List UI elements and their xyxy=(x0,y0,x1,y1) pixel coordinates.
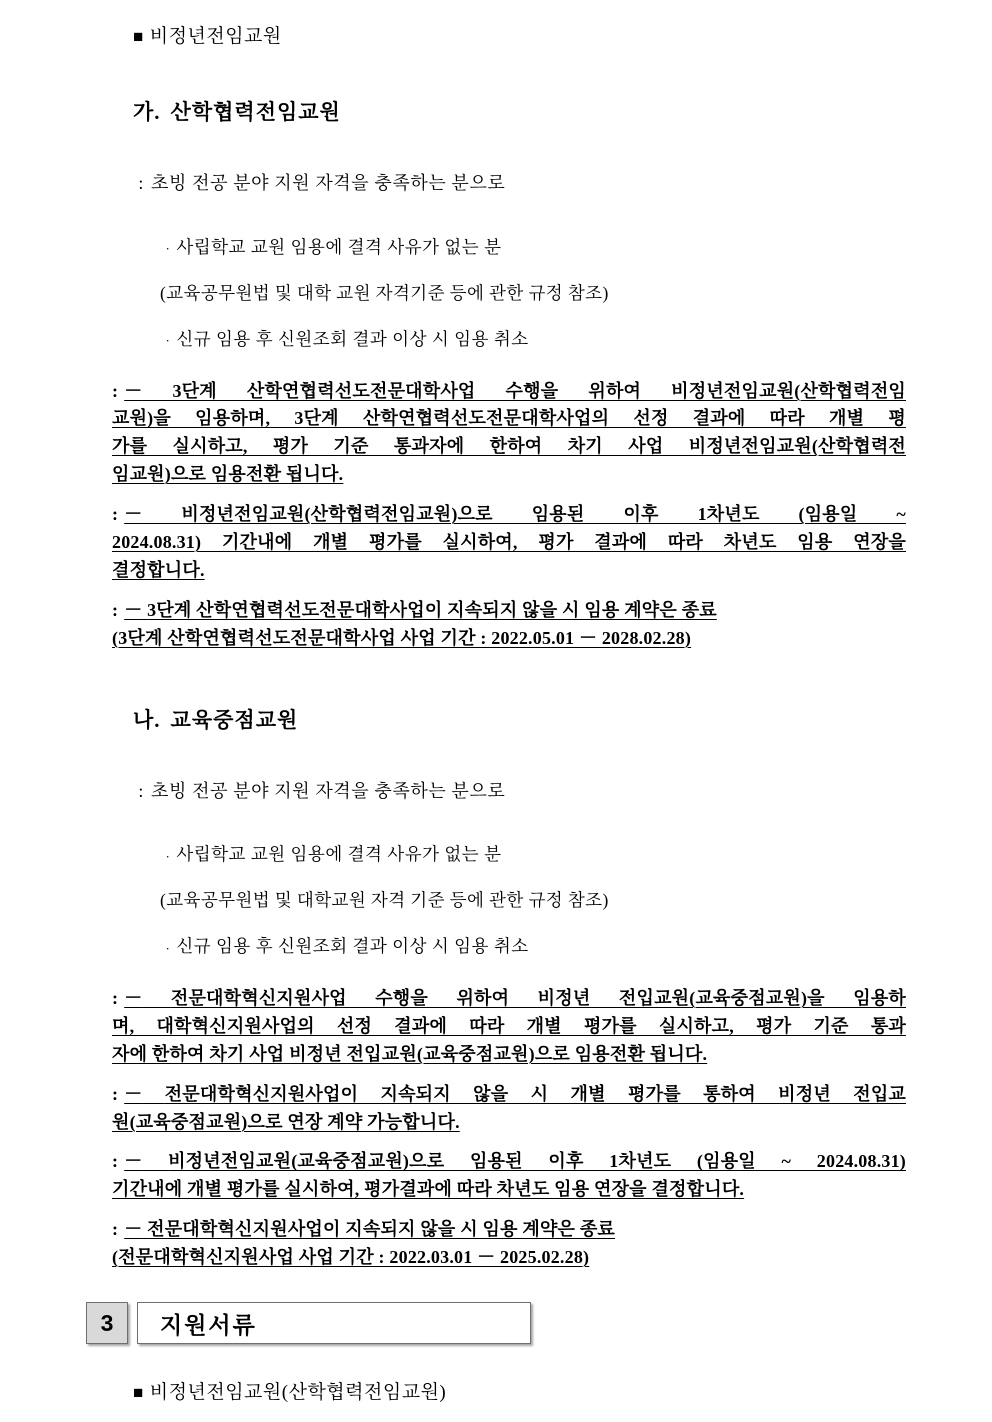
partB-paren-line-1: (교육공무원법 및 대학교원 자격 기준 등에 관한 규정 참조) xyxy=(160,890,609,911)
section-heading-1-text: 비정년전임교원 xyxy=(149,26,282,47)
partB-paragraph-3 xyxy=(0,1148,992,1204)
partB-para3-line-0: 비정년전임교원(교육중점교원)으로 임용된 이후 1차년도 (임용일 ~ 2024.08.31) xyxy=(168,1151,906,1172)
subsection-heading-b xyxy=(0,689,992,752)
partA-para1-dash: － xyxy=(124,380,143,401)
chapter-bar xyxy=(0,1302,992,1344)
partA-para1-marker: : xyxy=(112,380,119,401)
partB-colon-line-text: 초빙 전공 분야 지원 자격을 충족하는 분으로 xyxy=(151,780,506,801)
partA-para1-line-3: 임교원)으로 임용전환 됩니다. xyxy=(112,464,344,485)
partB-para2-dash: － xyxy=(124,1083,143,1104)
partB-para2-marker: : xyxy=(112,1083,119,1104)
subsection-index-a: 가. xyxy=(133,100,161,124)
partA-dot-line-2 xyxy=(0,313,992,366)
partB-dot-line-1-text: 사립학교 교원 임용에 결격 사유가 없는 분 xyxy=(176,844,502,865)
colon-marker: : xyxy=(138,173,145,193)
partA-para3-line-0: 3단계 산학연협력선도전문대학사업이 지속되지 않을 시 임용 계약은 종료 xyxy=(147,599,717,620)
partA-para2-line-1: 2024.08.31) 기간내에 개별 평가를 실시하여, 평가 결과에 따라 차년도 임용 연장을 xyxy=(112,531,906,552)
square-bullet-icon: ■ xyxy=(133,1383,144,1403)
partB-para4-line-0: 전문대학혁신지원사업이 지속되지 않을 시 임용 계약은 종료 xyxy=(147,1219,616,1240)
partB-colon-line xyxy=(0,764,992,818)
partB-para3-line-1: 기간내에 개별 평가를 실시하여, 평가결과에 따라 차년도 임용 연장을 결정합니다. xyxy=(112,1179,745,1200)
colon-marker: : xyxy=(138,780,145,801)
partB-dot-line-1 xyxy=(0,829,992,882)
partA-para2-line-2: 결정합니다. xyxy=(112,559,205,580)
partB-dot-line-2-text: 신규 임용 후 신원조회 결과 이상 시 임용 취소 xyxy=(176,936,529,957)
partA-paragraph-1 xyxy=(0,378,992,490)
partB-para1-line-0: 전문대학혁신지원사업 수행을 위하여 비정년 전입교원(교육중점교원)을 임용하 xyxy=(170,988,906,1009)
partA-dot-line-2-text: 신규 임용 후 신원조회 결과 이상 시 임용 취소 xyxy=(176,328,529,349)
partA-paren-line-1: (교육공무원법 및 대학 교원 자격기준 등에 관한 규정 참조) xyxy=(160,282,609,303)
partA-paragraph-3 xyxy=(0,597,992,653)
partA-para1-line-0: 3단계 산학연협력선도전문대학사업 수행을 위하여 비정년전임교원(산학협력전임 xyxy=(172,380,906,401)
chapter-number: 3 xyxy=(86,1302,128,1344)
partB-para1-marker: : xyxy=(112,988,119,1009)
dot-bullet-icon: · xyxy=(165,240,171,256)
partB-paragraph-4 xyxy=(0,1216,992,1272)
partA-para2-marker: : xyxy=(112,504,119,525)
subsection-title-a: 산학협력전임교원 xyxy=(170,100,341,124)
partB-para4-marker: : xyxy=(112,1219,119,1240)
section-heading-1 xyxy=(0,0,992,65)
square-bullet-icon: ■ xyxy=(133,27,144,46)
partA-colon-line-text: 초빙 전공 분야 지원 자격을 충족하는 분으로 xyxy=(151,173,506,193)
partA-dot-line-1-text: 사립학교 교원 임용에 결격 사유가 없는 분 xyxy=(176,236,502,257)
partB-para4-line-1: (전문대학혁신지원사업 사업 기간 : 2022.03.01 － 2025.02.28) xyxy=(112,1247,590,1268)
partA-para2-dash: － xyxy=(124,504,143,525)
partB-para1-line-1: 며, 대학혁신지원사업의 선정 결과에 따라 개별 평가를 실시하고, 평가 기준 통과 xyxy=(112,1015,906,1036)
partA-para1-line-1: 교원)을 임용하며, 3단계 산학연협력선도전문대학사업의 선정 결과에 따라 개별 평 xyxy=(112,408,906,429)
subsection-title-b: 교육중점교원 xyxy=(170,707,299,732)
partB-para3-dash: － xyxy=(124,1151,143,1172)
partB-para2-line-1: 원(교육중점교원)으로 연장 계약 가능합니다. xyxy=(112,1111,460,1132)
partB-paragraph-1 xyxy=(0,985,992,1069)
dot-bullet-icon: · xyxy=(165,940,171,956)
chapter-title: 지원서류 xyxy=(137,1302,531,1344)
partB-dot-line-2 xyxy=(0,921,992,974)
subsection-index-b: 나. xyxy=(133,707,161,732)
partB-paragraph-2 xyxy=(0,1081,992,1137)
partB-para1-dash: － xyxy=(124,988,143,1009)
dot-bullet-icon: · xyxy=(165,848,171,864)
partB-para3-marker: : xyxy=(112,1151,119,1172)
partA-dot-line-1 xyxy=(0,221,992,274)
dot-bullet-icon: · xyxy=(165,332,171,348)
partA-paragraph-2 xyxy=(0,501,992,585)
partA-para3-dash: － xyxy=(124,599,143,620)
partA-para1-line-2: 가를 실시하고, 평가 기준 통과자에 한하여 차기 사업 비정년전임교원(산학협력전 xyxy=(112,436,906,457)
partA-para2-line-0: 비정년전임교원(산학협력전임교원)으로 임용된 이후 1차년도 (임용일 ~ xyxy=(181,504,906,525)
partB-para4-dash: － xyxy=(124,1219,143,1240)
section-heading-2 xyxy=(0,1364,992,1421)
partB-para1-line-2: 자에 한하여 차기 사업 비정년 전입교원(교육중점교원)으로 임용전환 됩니다. xyxy=(112,1043,708,1064)
partA-para3-line-1: (3단계 산학연협력선도전문대학사업 사업 기간 : 2022.05.01 － 2028.02.28) xyxy=(112,627,692,648)
partA-colon-line xyxy=(0,156,992,210)
partA-para3-marker: : xyxy=(112,599,119,620)
partB-para2-line-0: 전문대학혁신지원사업이 지속되지 않을 시 개별 평가를 통하여 비정년 전입교 xyxy=(164,1083,906,1104)
section-heading-2-text: 비정년전임교원(산학협력전임교원) xyxy=(149,1382,447,1404)
subsection-heading-a xyxy=(0,81,992,144)
